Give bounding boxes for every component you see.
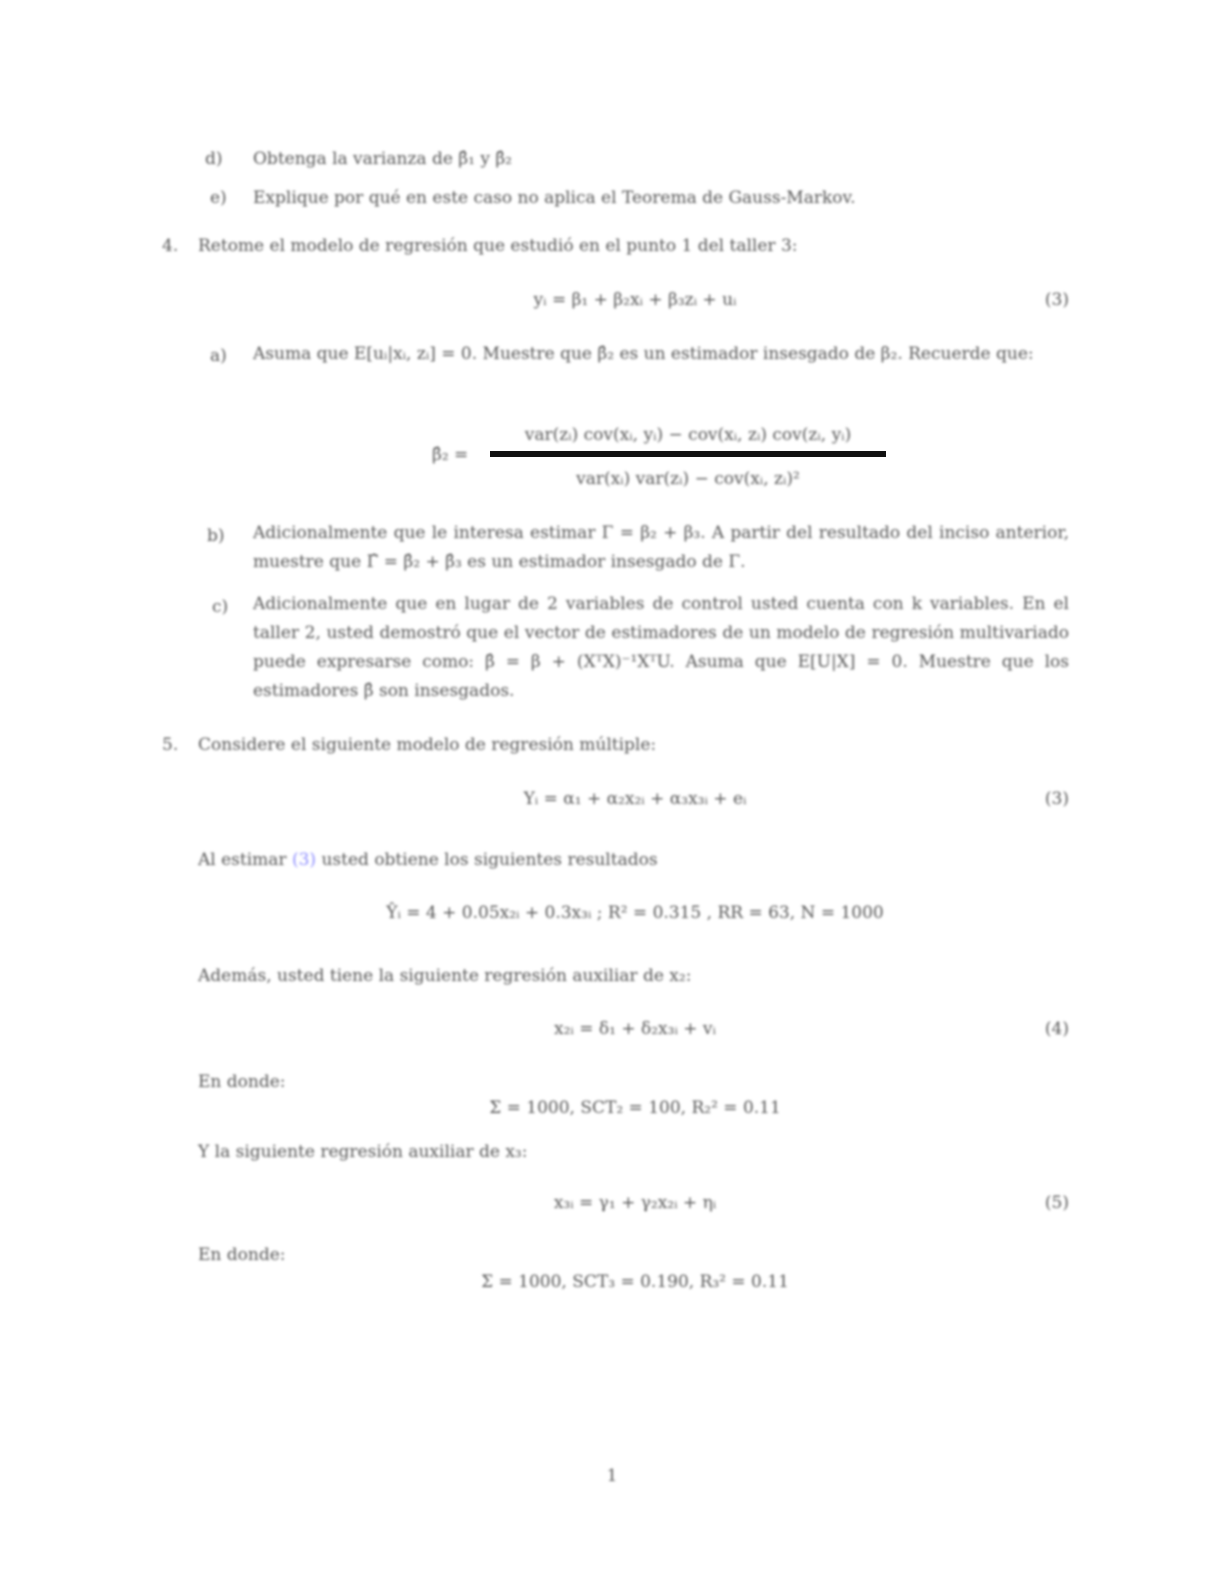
item-e-text: Explique por qué en este caso no aplica el Teorema de Gauss-Markov. <box>253 188 856 208</box>
q5-result-equation: Ŷᵢ = 4 + 0.05x₂ᵢ + 0.3x₃ᵢ ; R² = 0.315 , RR = 63, N = 1000 <box>386 903 884 923</box>
q5-where2-equation: Σ = 1000, SCT₃ = 0.190, R₃² = 0.11 <box>481 1272 789 1292</box>
fraction-bar <box>490 451 886 457</box>
q4-a-label: a) <box>210 346 227 366</box>
q5-result-intro-prefix: Al estimar <box>198 850 287 870</box>
q5-where1-label: En donde: <box>198 1072 286 1092</box>
q4-a-text: Asuma que E[uᵢ|xᵢ, zᵢ] = 0. Muestre que β̂₂ es un estimador insesgado de β₂. Recuerde que: <box>253 344 1034 364</box>
q5-aux1-equation: x₂ᵢ = δ₁ + δ₂x₃ᵢ + vᵢ <box>554 1019 716 1039</box>
item-d-label: d) <box>205 149 223 169</box>
q5-aux1-intro: Además, usted tiene la siguiente regresión auxiliar de x₂: <box>198 966 692 986</box>
q4-intro: Retome el modelo de regresión que estudió en el punto 1 del taller 3: <box>198 236 798 256</box>
page-number: 1 <box>606 1466 618 1486</box>
q5-intro: Considere el siguiente modelo de regresión múltiple: <box>198 735 657 755</box>
q5-where1-equation: Σ = 1000, SCT₂ = 100, R₂² = 0.11 <box>489 1098 781 1118</box>
q5-number: 5. <box>162 735 179 755</box>
equation-reference-link[interactable]: (3) <box>291 850 317 870</box>
q4-fraction-numerator: var(zᵢ) cov(xᵢ, yᵢ) − cov(xᵢ, zᵢ) cov(zᵢ, yᵢ) <box>524 425 852 445</box>
q5-where2-label: En donde: <box>198 1245 286 1265</box>
q4-c-label: c) <box>212 597 229 617</box>
item-e-label: e) <box>210 188 227 208</box>
q5-aux1-equation-number: (4) <box>1044 1019 1069 1039</box>
item-d-text: Obtenga la varianza de β̂₁ y β̂₂ <box>253 149 512 169</box>
q5-aux2-intro: Y la siguiente regresión auxiliar de x₃: <box>198 1142 528 1162</box>
q4-b-text: Adicionalmente que le interesa estimar Γ = β₂ + β₃. A partir del resultado del inciso anterior, muestre que Γ̂ = β̂₂ + β̂₃ es un estimador insesgado de Γ. <box>253 523 1069 572</box>
q4-c-text: Adicionalmente que en lugar de 2 variables de control usted cuenta con k variables. En el taller 2, usted demostró que el vector de estimadores de un modelo de regresión multivariado puede expresarse como: β̂ = β + (XᵀX)⁻¹XᵀU. Asuma que E[U|X] = 0. Muestre que los estimadores β̂ son insesgados. <box>253 594 1069 701</box>
q5-aux2-equation-number: (5) <box>1044 1193 1069 1213</box>
q4-b-label: b) <box>207 526 225 546</box>
q4-fraction-denominator: var(xᵢ) var(zᵢ) − cov(xᵢ, zᵢ)² <box>576 469 800 489</box>
q5-result-intro-suffix: usted obtiene los siguientes resultados <box>321 850 658 870</box>
q5-result-intro <box>198 849 658 871</box>
q4-equation-number: (3) <box>1044 290 1069 310</box>
q5-equation-number: (3) <box>1044 789 1069 809</box>
q5-aux2-equation: x₃ᵢ = γ₁ + γ₂x₂ᵢ + ηᵢ <box>553 1193 717 1213</box>
q4-equation: yᵢ = β₁ + β₂xᵢ + β₃zᵢ + uᵢ <box>533 290 737 310</box>
q5-equation: Yᵢ = α₁ + α₂x₂ᵢ + α₃x₃ᵢ + eᵢ <box>523 789 747 809</box>
q4-fraction-lhs: β̂₂ = <box>432 445 469 465</box>
q4-number: 4. <box>162 236 179 256</box>
